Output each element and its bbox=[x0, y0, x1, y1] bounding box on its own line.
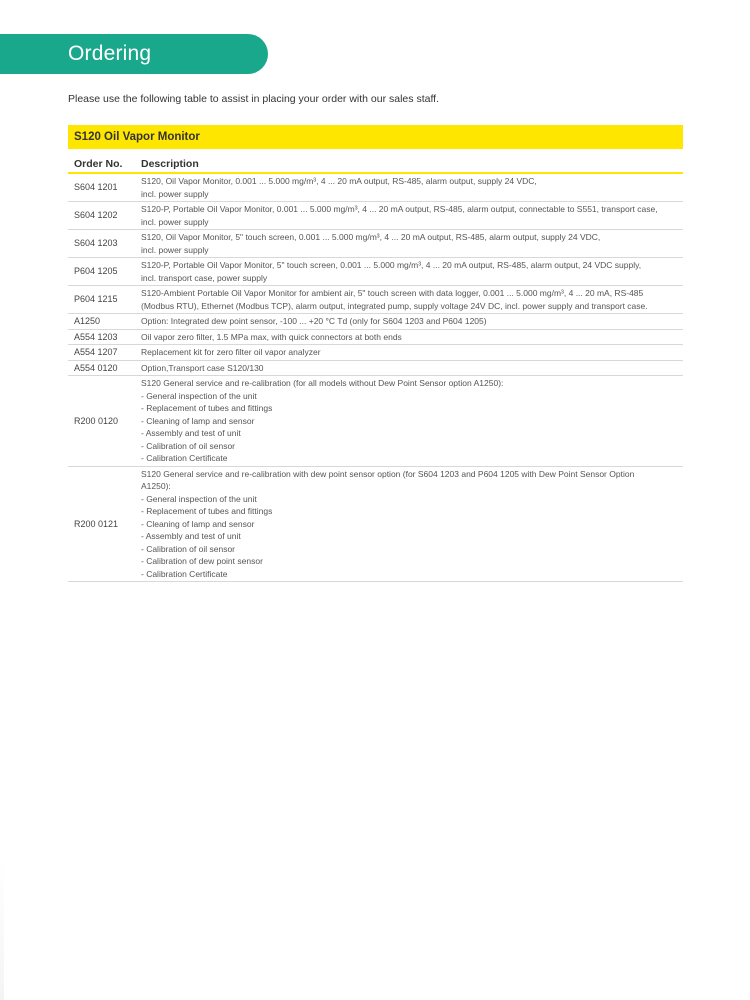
table-row bbox=[68, 314, 683, 330]
table-row bbox=[68, 230, 683, 258]
description-line: - Replacement of tubes and fittings bbox=[141, 403, 273, 413]
page-edge-shade bbox=[0, 860, 4, 1000]
description-line: - Assembly and test of unit bbox=[141, 531, 241, 541]
description-line: S120 General service and re-calibration with dew point sensor option (for S604 1203 and P604 1205 with Dew Point Sensor Option bbox=[141, 468, 635, 479]
description-cell bbox=[135, 329, 683, 345]
description-line: - Cleaning of lamp and sensor bbox=[141, 518, 255, 529]
description-cell bbox=[135, 360, 683, 376]
table-body bbox=[68, 173, 683, 582]
column-header-order-no: Order No. bbox=[68, 149, 135, 173]
description-line: Oil vapor zero filter, 1.5 MPa max, with quick connectors at both ends bbox=[141, 331, 402, 342]
description-line: S120-Ambient Portable Oil Vapor Monitor for ambient air, 5" touch screen with data logger, 0.001 ... 5.000 mg/m³, 4 ... 20 mA, RS-485 bbox=[141, 288, 644, 298]
description-line: - Calibration Certificate bbox=[141, 568, 228, 579]
order-number-cell: A554 0120 bbox=[68, 360, 135, 376]
table-header-row bbox=[68, 149, 683, 173]
table-title: S120 Oil Vapor Monitor bbox=[68, 125, 683, 149]
table-row bbox=[68, 173, 683, 202]
section-title: Ordering bbox=[68, 42, 152, 65]
description-line: - Calibration Certificate bbox=[141, 453, 228, 463]
description-line: Option,Transport case S120/130 bbox=[141, 362, 264, 373]
description-line: S120-P, Portable Oil Vapor Monitor, 0.001 ... 5.000 mg/m³, 4 ... 20 mA output, RS-485, alarm output, connectable to S551, transport case, bbox=[141, 204, 658, 214]
description-line: - Assembly and test of unit bbox=[141, 428, 241, 438]
description-line: Replacement kit for zero filter oil vapor analyzer bbox=[141, 347, 321, 357]
section-tab-ordering bbox=[0, 34, 268, 74]
order-number-cell: R200 0121 bbox=[68, 466, 135, 582]
order-number-cell: A554 1203 bbox=[68, 329, 135, 345]
description-line: incl. transport case, power supply bbox=[141, 272, 268, 283]
table-row bbox=[68, 286, 683, 314]
table-row bbox=[68, 376, 683, 467]
description-line: - Calibration of dew point sensor bbox=[141, 556, 263, 566]
description-line: (Modbus RTU), Ethernet (Modbus TCP), alarm output, integrated pump, supply voltage 24V DC, incl. power supply and transport case. bbox=[141, 300, 648, 311]
description-line: incl. power supply bbox=[141, 188, 209, 199]
description-line: - Replacement of tubes and fittings bbox=[141, 506, 273, 516]
description-line: S120 General service and re-calibration (for all models without Dew Point Sensor option A1250): bbox=[141, 378, 504, 388]
description-line: A1250): bbox=[141, 481, 171, 491]
description-line: - Cleaning of lamp and sensor bbox=[141, 415, 255, 426]
description-line: incl. power supply bbox=[141, 244, 209, 255]
order-number-cell: R200 0120 bbox=[68, 376, 135, 467]
description-cell bbox=[135, 314, 683, 330]
description-line: S120, Oil Vapor Monitor, 0.001 ... 5.000 mg/m³, 4 ... 20 mA output, RS-485, alarm output, supply 24 VDC, bbox=[141, 176, 537, 186]
description-line: - Calibration of oil sensor bbox=[141, 440, 236, 451]
order-number-cell: S604 1203 bbox=[68, 230, 135, 258]
table-row bbox=[68, 360, 683, 376]
description-line: - Calibration of oil sensor bbox=[141, 543, 236, 554]
description-line: S120-P, Portable Oil Vapor Monitor, 5" touch screen, 0.001 ... 5.000 mg/m³, 4 ... 20 mA output, RS-485, alarm output, 24 VDC supply, bbox=[141, 260, 642, 270]
column-header-description: Description bbox=[135, 149, 683, 173]
description-cell bbox=[135, 202, 683, 230]
table-row bbox=[68, 258, 683, 286]
description-line: incl. power supply bbox=[141, 216, 209, 227]
order-number-cell: A554 1207 bbox=[68, 345, 135, 361]
description-cell bbox=[135, 466, 683, 582]
ordering-table-container bbox=[68, 125, 683, 582]
description-line: - General inspection of the unit bbox=[141, 493, 257, 504]
table-row bbox=[68, 345, 683, 361]
description-line: S120, Oil Vapor Monitor, 5" touch screen, 0.001 ... 5.000 mg/m³, 4 ... 20 mA output, RS-485, alarm output, supply 24 VDC, bbox=[141, 232, 601, 242]
description-line: Option: Integrated dew point sensor, -100 ... +20 °C Td (only for S604 1203 and P604 1205) bbox=[141, 316, 487, 326]
order-number-cell: S604 1201 bbox=[68, 173, 135, 202]
order-number-cell: P604 1205 bbox=[68, 258, 135, 286]
description-cell bbox=[135, 230, 683, 258]
table-row bbox=[68, 329, 683, 345]
description-cell bbox=[135, 258, 683, 286]
description-line: - General inspection of the unit bbox=[141, 390, 257, 401]
order-number-cell: S604 1202 bbox=[68, 202, 135, 230]
order-number-cell: P604 1215 bbox=[68, 286, 135, 314]
description-cell bbox=[135, 376, 683, 467]
order-number-cell: A1250 bbox=[68, 314, 135, 330]
table-row bbox=[68, 202, 683, 230]
intro-text: Please use the following table to assist in placing your order with our sales staff. bbox=[68, 93, 440, 105]
description-cell bbox=[135, 173, 683, 202]
description-cell bbox=[135, 286, 683, 314]
description-cell bbox=[135, 345, 683, 361]
table-row bbox=[68, 466, 683, 582]
ordering-table bbox=[68, 149, 683, 582]
